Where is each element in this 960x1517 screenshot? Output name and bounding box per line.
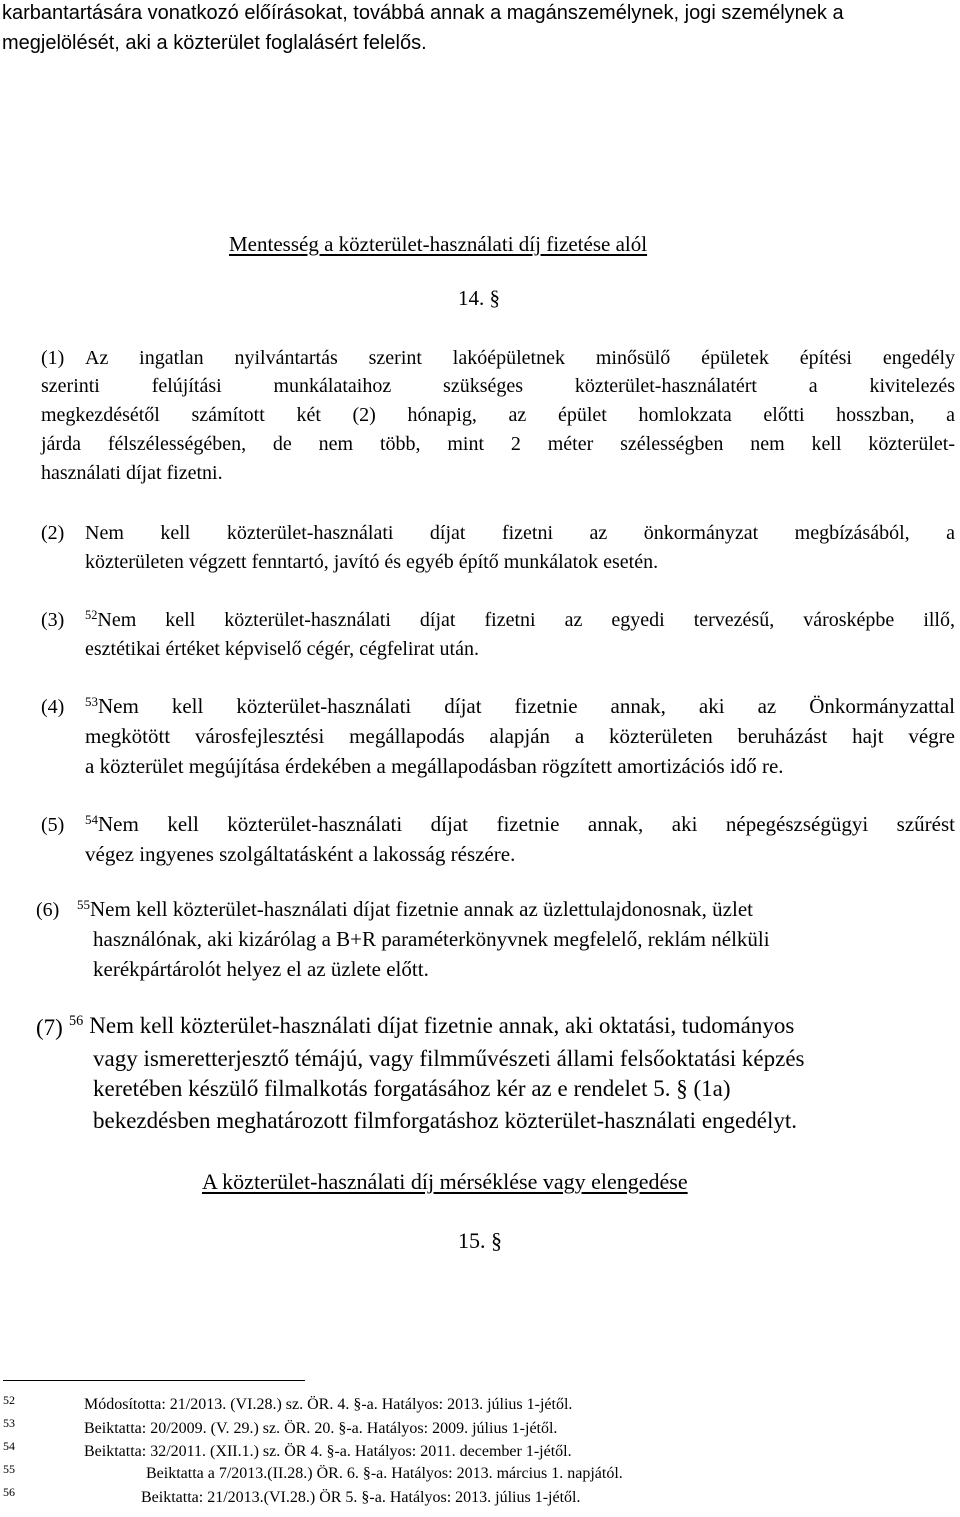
paragraph-line: vagy ismeretterjesztő témájú, vagy filmművészeti állami felsőoktatási képzés	[93, 1046, 805, 1071]
paragraph-line: közterületen végzett fenntartó, javító és egyéb építő munkálatok esetén.	[85, 551, 659, 573]
paragraph-line: esztétikai értéket képviselő cégér, cégfelirat után.	[85, 638, 479, 660]
paragraph-number: (1)	[41, 347, 65, 369]
continuation-line-2: megjelölését, aki a közterület foglalásért felelős.	[2, 32, 427, 54]
paragraph-line: $^{53}$Nem kell közterület-használati díjat fizetnie annak, aki az Önkormányzattal	[85, 693, 955, 718]
paragraph-line: Az ingatlan nyilvántartás szerint lakóépületnek minősülő épületek építési engedély	[85, 347, 955, 369]
footnote-ref-56[interactable]: 56	[69, 1013, 84, 1030]
paragraph-number: (5)	[41, 814, 65, 836]
paragraph-line: használati díjat fizetni.	[41, 462, 223, 484]
paragraph-line: $^{54}$Nem kell közterület-használati díjat fizetnie annak, aki népegészségügyi szűrést	[85, 811, 955, 836]
footnote-number: 52	[3, 1393, 15, 1407]
footnote-text: Beiktatta: 21/2013.(VI.28.) ÖR 5. §-a. Hatályos: 2013. július 1-jétől.	[141, 1489, 581, 1506]
paragraph-line: keretében készülő filmalkotás forgatásához kér az e rendelet 5. § (1a)	[93, 1076, 731, 1101]
paragraph-line: $^{52}$Nem kell közterület-használati díjat fizetni az egyedi tervezésű, városképbe illő,	[85, 608, 955, 631]
section-14-heading: Mentesség a közterület-használati díj fizetése alól	[229, 232, 648, 256]
paragraph-line: kerékpártárolót helyez el az üzlete előtt.	[93, 957, 429, 981]
section-15-number: 15. §	[458, 1228, 502, 1253]
footnote-ref-54[interactable]: 54	[85, 811, 99, 827]
paragraph-line: megkezdésétől számított két (2) hónapig, az épület homlokzata előtti hosszban, a	[41, 404, 955, 426]
paragraph-line: Nem kell közterület-használati díjat fizetni az önkormányzat megbízásából, a	[85, 522, 955, 544]
paragraph-number: (4)	[41, 696, 65, 718]
paragraph-line: bekezdésben meghatározott filmforgatáshoz közterület-használati engedélyt.	[93, 1108, 797, 1133]
paragraph-number: (6)	[36, 899, 60, 921]
footnote-ref-53[interactable]: 53	[85, 693, 99, 709]
paragraph-line: a közterület megújítása érdekében a megállapodásban rögzített amortizációs idő re.	[85, 754, 784, 778]
paragraph-line: végez ingyenes szolgáltatásként a lakosság részére.	[85, 842, 516, 866]
paragraph-line: $^{55}$Nem kell közterület-használati díjat fizetnie annak az üzlettulajdonosnak, üzlet	[77, 896, 753, 921]
paragraph-line: $^{56}$ Nem kell közterület-használati díjat fizetnie annak, aki oktatási, tudományos	[69, 1013, 795, 1038]
footnote-text: Beiktatta: 32/2011. (XII.1.) sz. ÖR 4. §-a. Hatályos: 2011. december 1-jétől.	[84, 1443, 572, 1460]
paragraph-number: (3)	[41, 609, 65, 631]
paragraph-line: megkötött városfejlesztési megállapodás alapján a közterületen beruházást hajt végre	[85, 724, 955, 748]
footnote-number: 55	[3, 1462, 15, 1476]
paragraph-line: járda félszélességében, de nem több, mint 2 méter szélességben nem kell közterület-	[41, 433, 955, 455]
footnote-ref-55[interactable]: 55	[77, 896, 91, 912]
footnote-number: 56	[3, 1485, 15, 1499]
paragraph-line: használónak, aki kizárólag a B+R paraméterkönyvnek megfelelő, reklám nélküli	[93, 927, 770, 951]
footnote-text: Beiktatta a 7/2013.(II.28.) ÖR. 6. §-a. Hatályos: 2013. március 1. napjától.	[146, 1465, 623, 1482]
footnote-number: 54	[3, 1439, 15, 1453]
paragraph-number: (2)	[41, 522, 65, 544]
footnote-ref-52[interactable]: 52	[85, 608, 98, 623]
paragraph-number: (7)	[36, 1015, 63, 1040]
paragraph-line: szerinti felújítási munkálataihoz szükséges közterület-használatért a kivitelezés	[41, 375, 955, 397]
footnote-text: Beiktatta: 20/2009. (V. 29.) sz. ÖR. 20. §-a. Hatályos: 2009. július 1-jétől.	[84, 1420, 558, 1437]
footnote-text: Módosította: 21/2013. (VI.28.) sz. ÖR. 4. §-a. Hatályos: 2013. július 1-jétől.	[84, 1396, 573, 1413]
footnote-separator	[3, 1380, 305, 1381]
footnote-number: 53	[3, 1416, 15, 1430]
section-14-number: 14. §	[458, 286, 500, 310]
continuation-line-1: karbantartására vonatkozó előírásokat, továbbá annak a magánszemélynek, jogi személynek a	[2, 2, 844, 24]
section-15-heading: A közterület-használati díj mérséklése vagy elengedése	[202, 1169, 688, 1194]
